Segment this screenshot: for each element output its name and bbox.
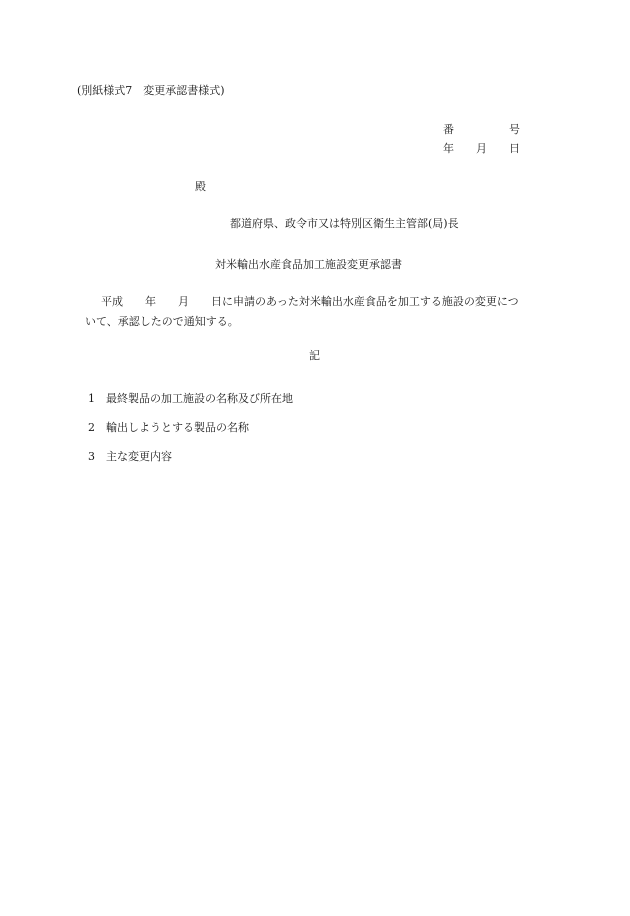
list-item-text: 最終製品の加工施設の名称及び所在地 [106, 392, 293, 405]
form-label: (別紙様式7 変更承認書様式) [77, 84, 225, 97]
list-item [88, 392, 293, 406]
body-line-2: いて、承認したので通知する。 [85, 315, 239, 328]
list-item [88, 421, 249, 435]
body-line-1: 平成 年 月 日に申請のあった対米輸出水産食品を加工する施設の変更につ [101, 295, 519, 308]
list-item [88, 450, 172, 464]
document-title: 対米輸出水産食品加工施設変更承認書 [215, 258, 402, 271]
date-line: 年 月 日 [443, 142, 520, 155]
list-item-number: 2 [88, 421, 95, 434]
list-item-text: 輸出しようとする製品の名称 [106, 421, 249, 434]
list-item-number: 3 [88, 450, 95, 463]
addressee-honorific: 殿 [195, 180, 206, 193]
ki-heading: 記 [309, 349, 320, 362]
list-item-text: 主な変更内容 [106, 450, 172, 463]
body-paragraph [77, 292, 557, 332]
issuer-name: 都道府県、政令市又は特別区衛生主管部(局)長 [230, 217, 459, 230]
list-item-number: 1 [88, 392, 95, 405]
document-number-line: 番 号 [443, 123, 520, 136]
